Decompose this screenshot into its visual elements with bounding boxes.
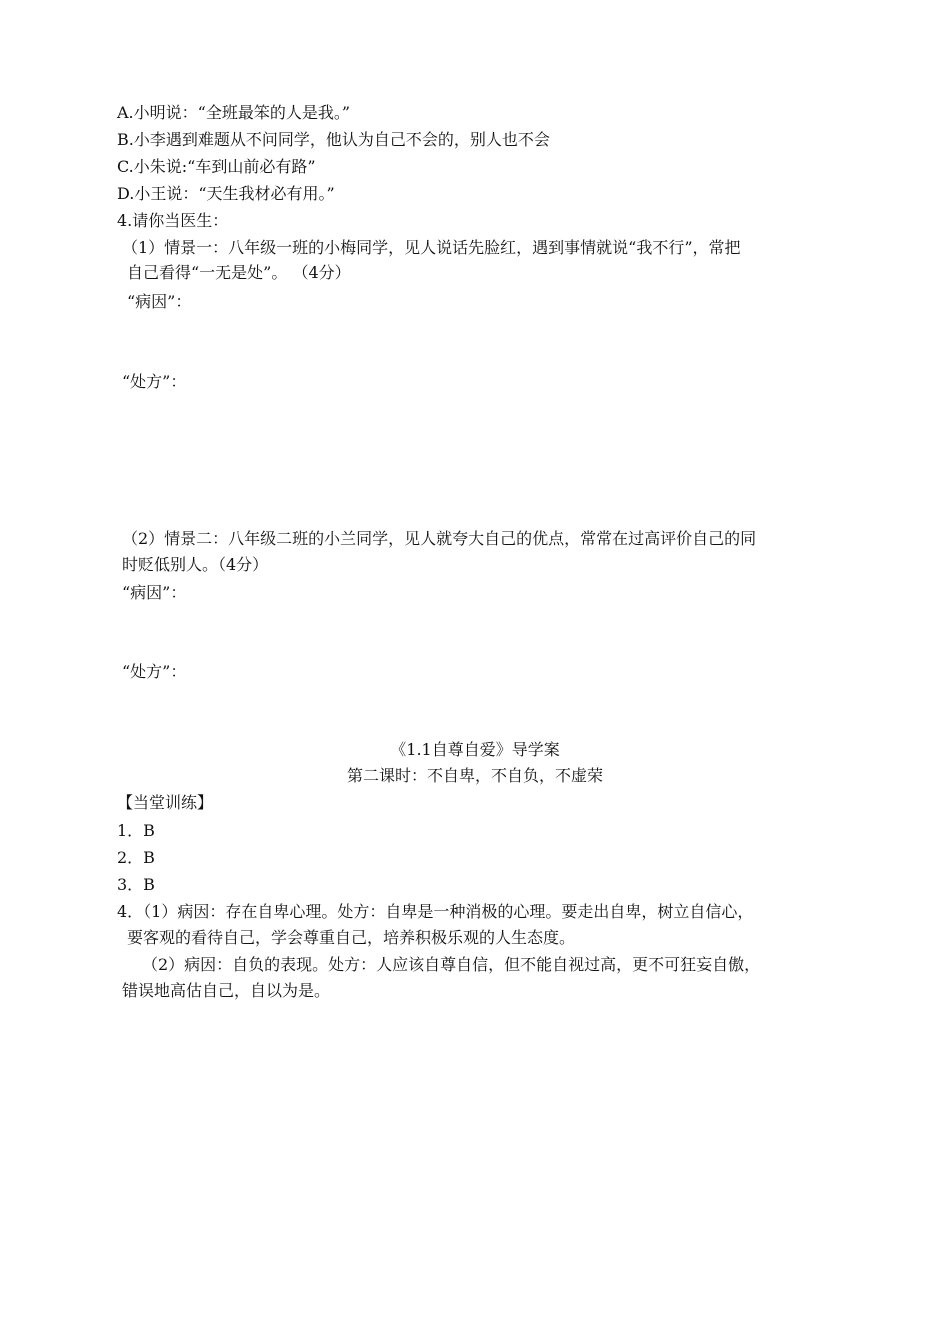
option-d: D.小王说：“天生我材必有用。” — [117, 184, 335, 203]
option-a: A.小明说：“全班最笨的人是我。” — [117, 103, 351, 122]
scenario-1-prescription-label: “处方”： — [122, 372, 187, 391]
scenario-2-text-cont: 时贬低别人。（4分） — [122, 555, 269, 574]
answer-1: 1．B — [117, 821, 155, 840]
answer-4-part-1-cont: 要客观的看待自己，学会尊重自己，培养积极乐观的人生态度。 — [127, 928, 576, 947]
scenario-2-prescription-label: “处方”： — [122, 662, 187, 681]
answer-key-title: 《1.1自尊自爱》导学案 — [390, 740, 560, 759]
answer-3: 3．B — [117, 875, 155, 894]
option-b: B.小李遇到难题从不问同学，他认为自己不会的，别人也不会 — [117, 130, 550, 149]
scenario-1-cause-label: “病因”： — [127, 292, 192, 311]
answer-4-part-2: （2）病因：自负的表现。处方：人应该自尊自信，但不能自视过高，更不可狂妄自傲， — [142, 955, 761, 974]
option-c: C.小朱说:“车到山前必有路” — [117, 157, 316, 176]
scenario-2-text: （2）情景二：八年级二班的小兰同学，见人就夸大自己的优点，常常在过高评价自己的同 — [122, 529, 757, 548]
answer-key-subtitle: 第二课时：不自卑，不自负，不虚荣 — [346, 766, 603, 785]
scenario-1-text: （1）情景一：八年级一班的小梅同学，见人说话先脸红，遇到事情就说“我不行”，常把 — [122, 238, 741, 257]
answer-2: 2．B — [117, 848, 155, 867]
answer-4-part-2-cont: 错误地高估自己，自以为是。 — [122, 981, 331, 1000]
question-4-title: 4.请你当医生： — [117, 211, 229, 230]
scenario-1-text-cont: 自己看得“一无是处”。 （4分） — [127, 263, 351, 282]
answer-section-heading: 【当堂训练】 — [117, 793, 214, 812]
answer-4-part-1: 4．（1）病因：存在自卑心理。处方：自卑是一种消极的心理。要走出自卑，树立自信心， — [117, 902, 754, 921]
scenario-2-cause-label: “病因”： — [122, 583, 187, 602]
